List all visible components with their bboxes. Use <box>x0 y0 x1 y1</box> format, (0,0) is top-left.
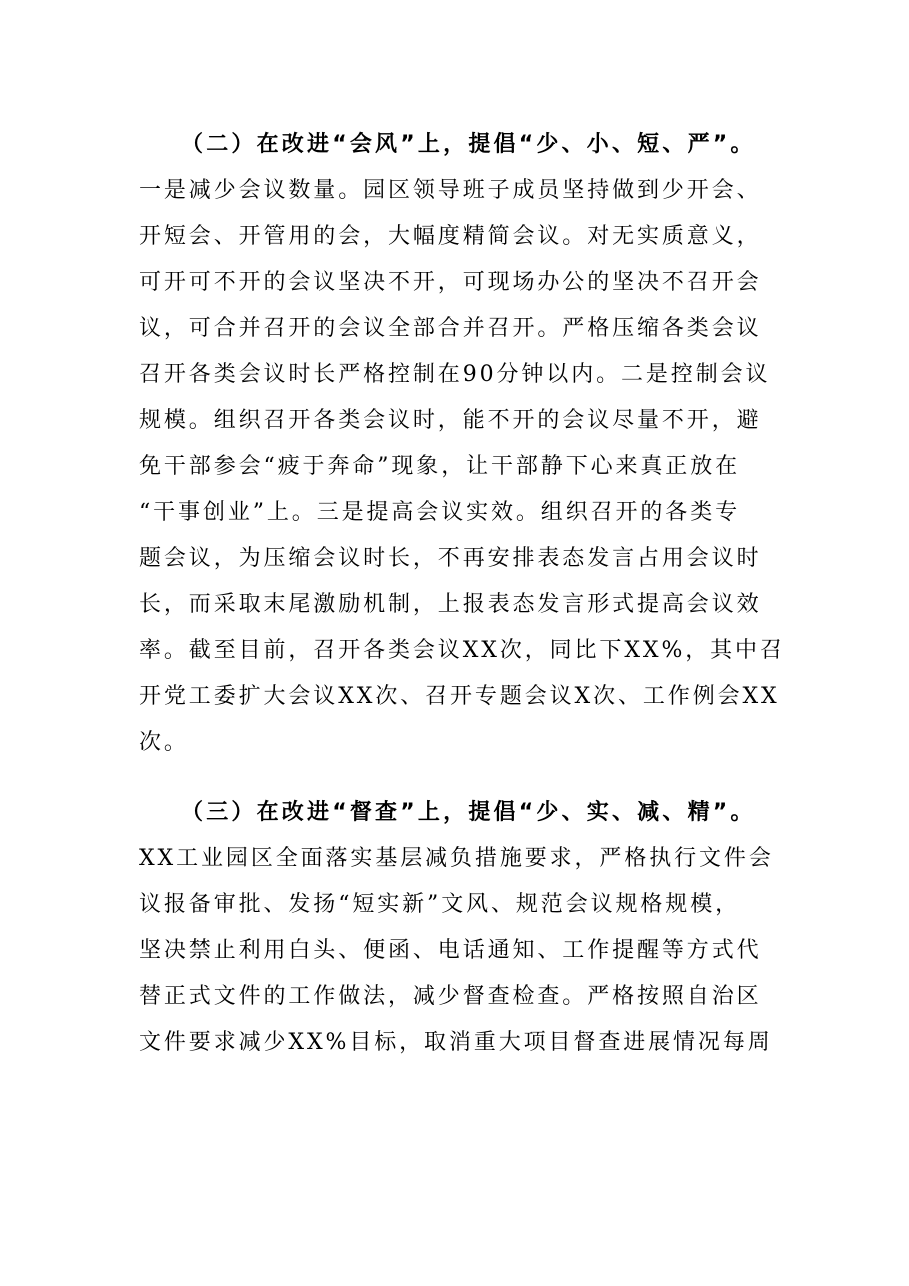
section-3-line-5: 文件要求减少XX%目标，取消重大项目督查进展情况每周 <box>139 1030 773 1055</box>
section-2-line-2: 开短会、开管用的会，大幅度精简会议。对无实质意义， <box>139 224 762 249</box>
section-3-line-4: 替正式文件的工作做法，减少督查检查。严格按照自治区 <box>139 984 762 1009</box>
section-2-line-13: 次。 <box>139 730 189 755</box>
section-2-line-4: 议，可合并召开的会议全部合并召开。严格压缩各类会议 <box>139 316 762 341</box>
section-3-line-3: 坚决禁止利用白头、便函、电话通知、工作提醒等方式代 <box>139 938 762 963</box>
section-2-line-9: 题会议，为压缩会议时长，不再安排表态发言占用会议时 <box>139 546 762 571</box>
section-2-line-6: 规模。组织召开各类会议时，能不开的会议尽量不开，避 <box>139 408 762 433</box>
section-2-line-1: 一是减少会议数量。园区领导班子成员坚持做到少开会、 <box>139 178 762 203</box>
section-2-line-7: 免干部参会“疲于奔命”现象，让干部静下心来真正放在 <box>139 454 740 479</box>
section-2-heading: （二）在改进“会风”上，提倡“少、小、短、严”。 <box>181 132 756 157</box>
section-3-heading: （三）在改进“督查”上，提倡“少、实、减、精”。 <box>181 800 756 825</box>
section-3-line-1: XX工业园区全面落实基层减负措施要求，严格执行文件会 <box>139 846 774 871</box>
section-2-line-5: 召开各类会议时长严格控制在90分钟以内。二是控制会议 <box>139 362 771 387</box>
section-2-line-11: 率。截至目前，召开各类会议XX次，同比下XX%，其中召 <box>139 638 785 663</box>
section-2-line-8: “干事创业”上。三是提高会议实效。组织召开的各类专 <box>139 500 740 525</box>
section-2-line-12: 开党工委扩大会议XX次、召开专题会议X次、工作例会XX <box>139 684 780 709</box>
section-2-line-10: 长，而采取末尾激励机制，上报表态发言形式提高会议效 <box>139 592 762 617</box>
section-2-line-3: 可开可不开的会议坚决不开，可现场办公的坚决不召开会 <box>139 270 762 295</box>
section-3-line-2: 议报备审批、发扬“短实新”文风、规范会议规格规模， <box>139 892 740 917</box>
